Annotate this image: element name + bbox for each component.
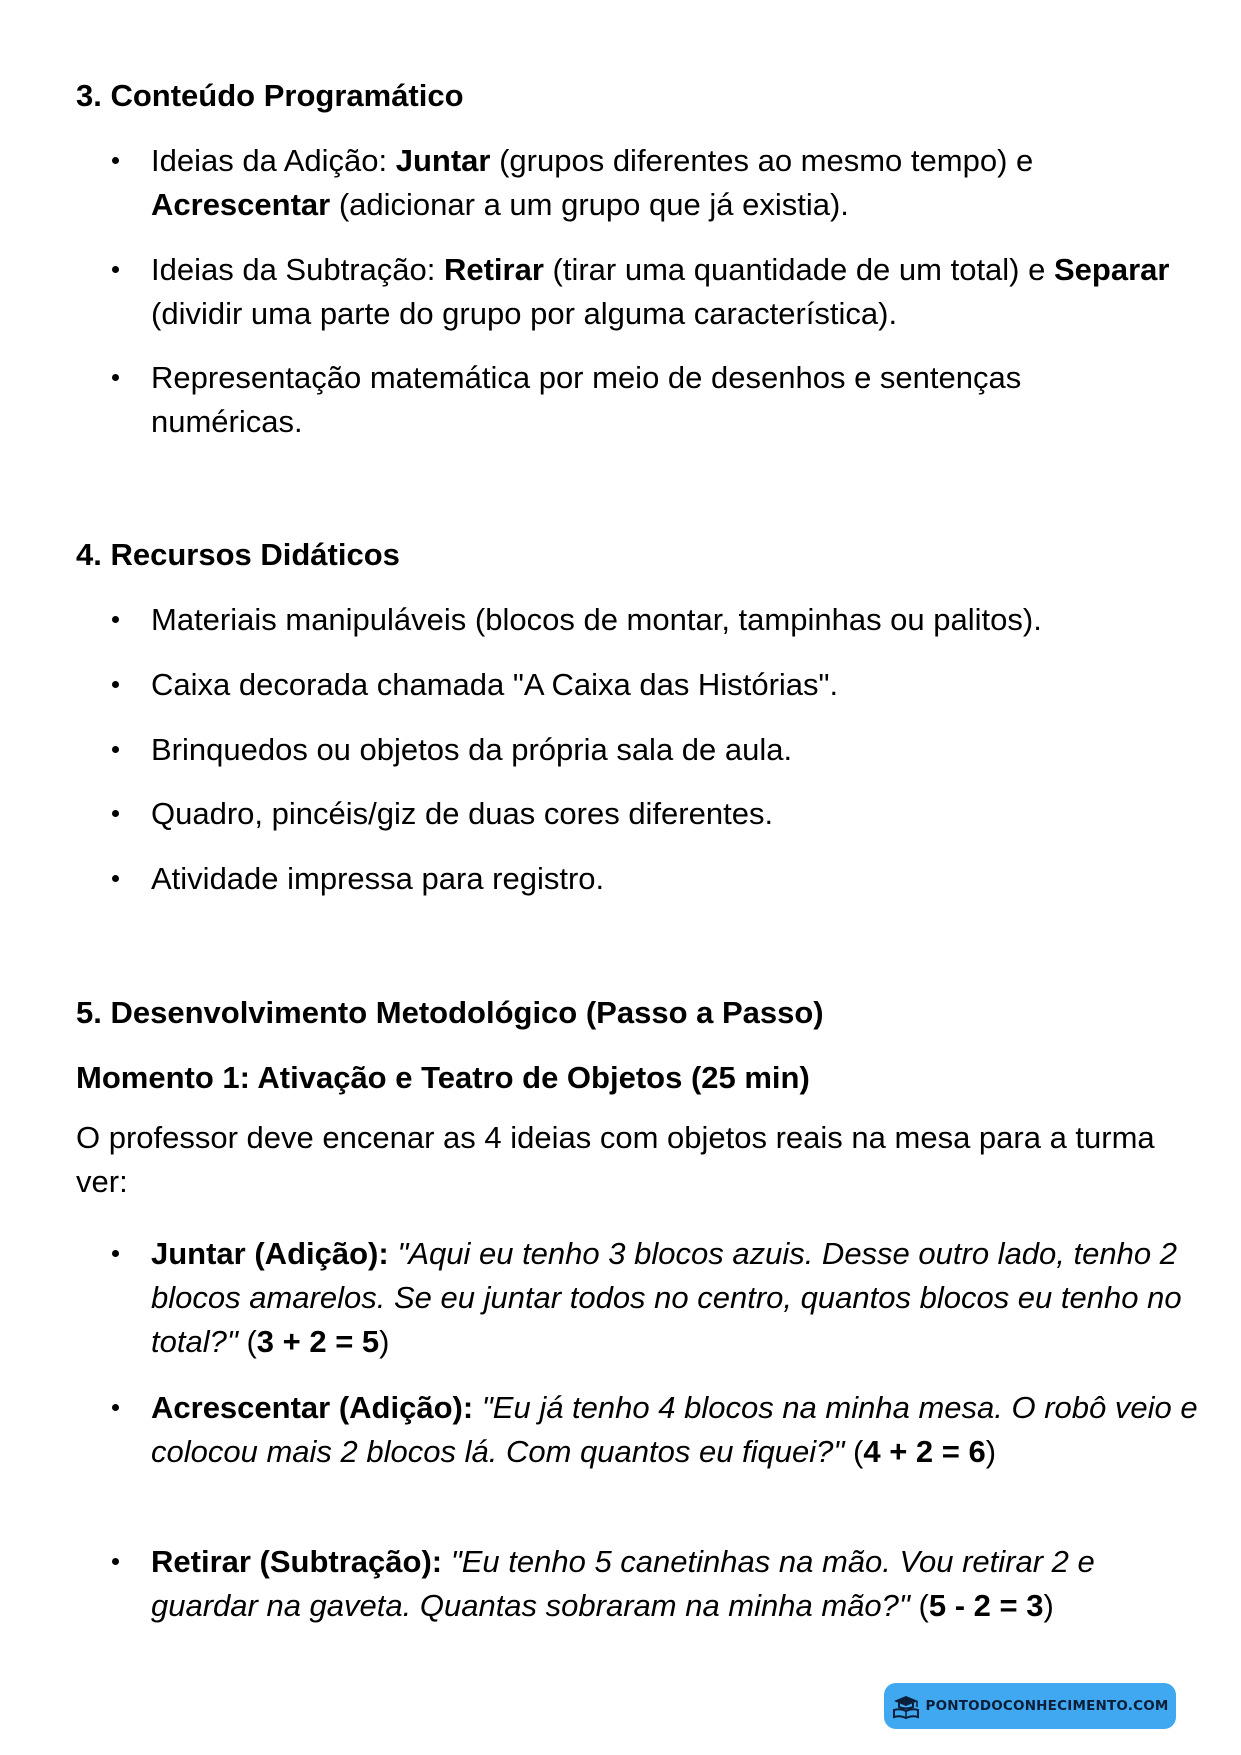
list-item-text: Retirar (Subtração): "Eu tenho 5 canetinhas na mão. Vou retirar 2 e guardar na gaveta. Quantas sobraram na minha mão?" (5 - 2 = 3) [151,1544,1095,1623]
bullet [112,746,119,753]
bullet [112,616,119,623]
bullet [112,1404,119,1411]
list-item-text: Ideias da Subtração: Retirar (tirar uma quantidade de um total) e Separar (dividir uma parte do grupo por alguma característica). [151,252,1170,331]
list-item-text: Representação matemática por meio de desenhos e sentenças numéricas. [151,360,1022,439]
bullet [112,1250,119,1257]
moment-heading: Momento 1: Ativação e Teatro de Objetos (25 min) [76,1060,810,1095]
bullet [112,157,119,164]
list-item-text: Quadro, pincéis/giz de duas cores diferentes. [151,796,774,831]
logo-text: PONTODOCONHECIMENTO.COM [925,1698,1169,1714]
list-item-text: Ideias da Adição: Juntar (grupos diferentes ao mesmo tempo) e Acrescentar (adicionar a um grupo que já existia). [151,143,1034,222]
list-item-text: Acrescentar (Adição): "Eu já tenho 4 blocos na minha mesa. O robô veio e colocou mais 2 blocos lá. Com quantos eu fiquei?" (4 + 2 = 6) [151,1390,1198,1469]
list-item-text: Caixa decorada chamada "A Caixa das Histórias". [151,667,839,702]
bullet [112,810,119,817]
list-item-text: Atividade impressa para registro. [151,861,605,896]
bullet [112,266,119,273]
bullet [112,875,119,882]
section-heading-content: 3. Conteúdo Programático [76,78,464,113]
bullet [112,681,119,688]
bullet [112,1558,119,1565]
site-logo[interactable] [884,1683,1176,1729]
list-item-text: Materiais manipuláveis (blocos de montar, tampinhas ou palitos). [151,602,1042,637]
list-item-text: Juntar (Adição): "Aqui eu tenho 3 blocos azuis. Desse outro lado, tenho 2 blocos amarelos. Se eu juntar todos no centro, quantos blocos eu tenho no total?" (3 + 2 = 5) [151,1236,1182,1359]
graduation-cap-book-icon [891,1692,921,1720]
intro-paragraph: O professor deve encenar as 4 ideias com objetos reais na mesa para a turma ver: [76,1120,1155,1199]
section-heading-resources: 4. Recursos Didáticos [76,537,400,572]
list-item-text: Brinquedos ou objetos da própria sala de aula. [151,732,793,767]
bullet [112,374,119,381]
section-heading-development: 5. Desenvolvimento Metodológico (Passo a Passo) [76,995,824,1030]
